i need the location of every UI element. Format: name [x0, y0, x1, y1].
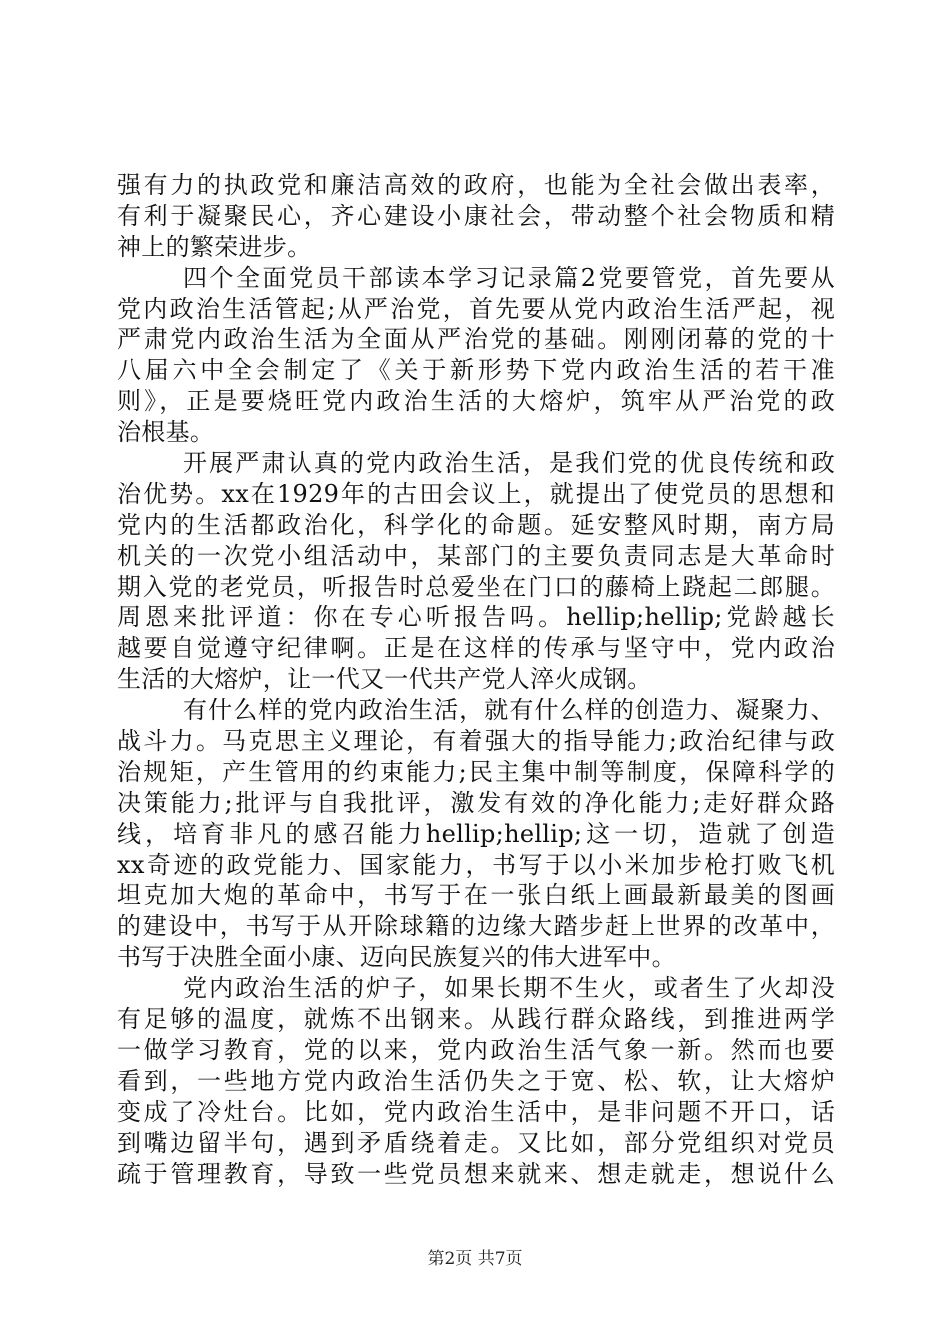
text-line: 周恩来批评道：你在专心听报告吗。hellip;hellip;党龄越长	[117, 603, 835, 632]
document-body	[117, 170, 835, 1189]
text-line: 党内的生活都政治化，科学化的命题。延安整风时期，南方局	[117, 510, 835, 539]
text-line: 则》，正是要烧旺党内政治生活的大熔炉，筑牢从严治党的政	[117, 387, 835, 416]
text-line: 四个全面党员干部读本学习记录篇2党要管党，首先要从	[183, 263, 835, 292]
text-line: 期入党的老党员，听报告时总爱坐在门口的藤椅上跷起二郎腿。	[117, 572, 835, 601]
text-line: 到嘴边留半句，遇到矛盾绕着走。又比如，部分党组织对党员	[117, 1128, 835, 1157]
text-line: 生活的大熔炉，让一代又一代共产党人淬火成钢。	[117, 665, 652, 694]
text-line: 八届六中全会制定了《关于新形势下党内政治生活的若干准	[117, 356, 835, 385]
text-line: 决策能力;批评与自我批评，激发有效的净化能力;走好群众路	[117, 788, 835, 817]
text-line: 变成了冷灶台。比如，党内政治生活中，是非问题不开口，话	[117, 1097, 835, 1126]
text-line: 越要自觉遵守纪律啊。正是在这样的传承与坚守中，党内政治	[117, 634, 835, 663]
text-line: 线，培育非凡的感召能力hellip;hellip;这一切，造就了创造	[117, 819, 835, 848]
text-line: 有足够的温度，就炼不出钢来。从践行群众路线，到推进两学	[117, 1005, 835, 1034]
text-line: 有利于凝聚民心，齐心建设小康社会，带动整个社会物质和精	[117, 201, 835, 230]
text-line: 一做学习教育，党的以来，党内政治生活气象一新。然而也要	[117, 1035, 835, 1064]
text-line: 疏于管理教育，导致一些党员想来就来、想走就走，想说什么	[117, 1159, 835, 1188]
text-line: 治根基。	[117, 418, 215, 447]
text-line: xx奇迹的政党能力、国家能力，书写于以小米加步枪打败飞机	[117, 850, 835, 879]
text-line: 党内政治生活的炉子，如果长期不生火，或者生了火却没	[183, 974, 835, 1003]
text-line: 战斗力。马克思主义理论，有着强大的指导能力;政治纪律与政	[117, 727, 835, 756]
text-line: 严肃党内政治生活为全面从严治党的基础。刚刚闭幕的党的十	[117, 325, 835, 354]
text-line: 神上的繁荣进步。	[117, 232, 312, 261]
text-line: 的建设中，书写于从开除球籍的边缘大踏步赶上世界的改革中，	[117, 912, 835, 941]
text-line: 党内政治生活管起;从严治党，首先要从党内政治生活严起，视	[117, 294, 835, 323]
text-line: 治优势。xx在1929年的古田会议上，就提出了使党员的思想和	[117, 479, 835, 508]
text-line: 坦克加大炮的革命中，书写于在一张白纸上画最新最美的图画	[117, 881, 835, 910]
text-line: 机关的一次党小组活动中，某部门的主要负责同志是大革命时	[117, 541, 835, 570]
page-footer: 第2页 共7页	[427, 1249, 523, 1269]
text-line: 开展严肃认真的党内政治生活，是我们党的优良传统和政	[183, 449, 835, 478]
text-line: 治规矩，产生管用的约束能力;民主集中制等制度，保障科学的	[117, 757, 835, 786]
text-line: 看到，一些地方党内政治生活仍失之于宽、松、软，让大熔炉	[117, 1066, 835, 1095]
text-line: 强有力的执政党和廉洁高效的政府，也能为全社会做出表率，	[117, 171, 835, 199]
text-line: 书写于决胜全面小康、迈向民族复兴的伟大进军中。	[117, 943, 676, 972]
text-line: 有什么样的党内政治生活，就有什么样的创造力、凝聚力、	[183, 696, 835, 725]
